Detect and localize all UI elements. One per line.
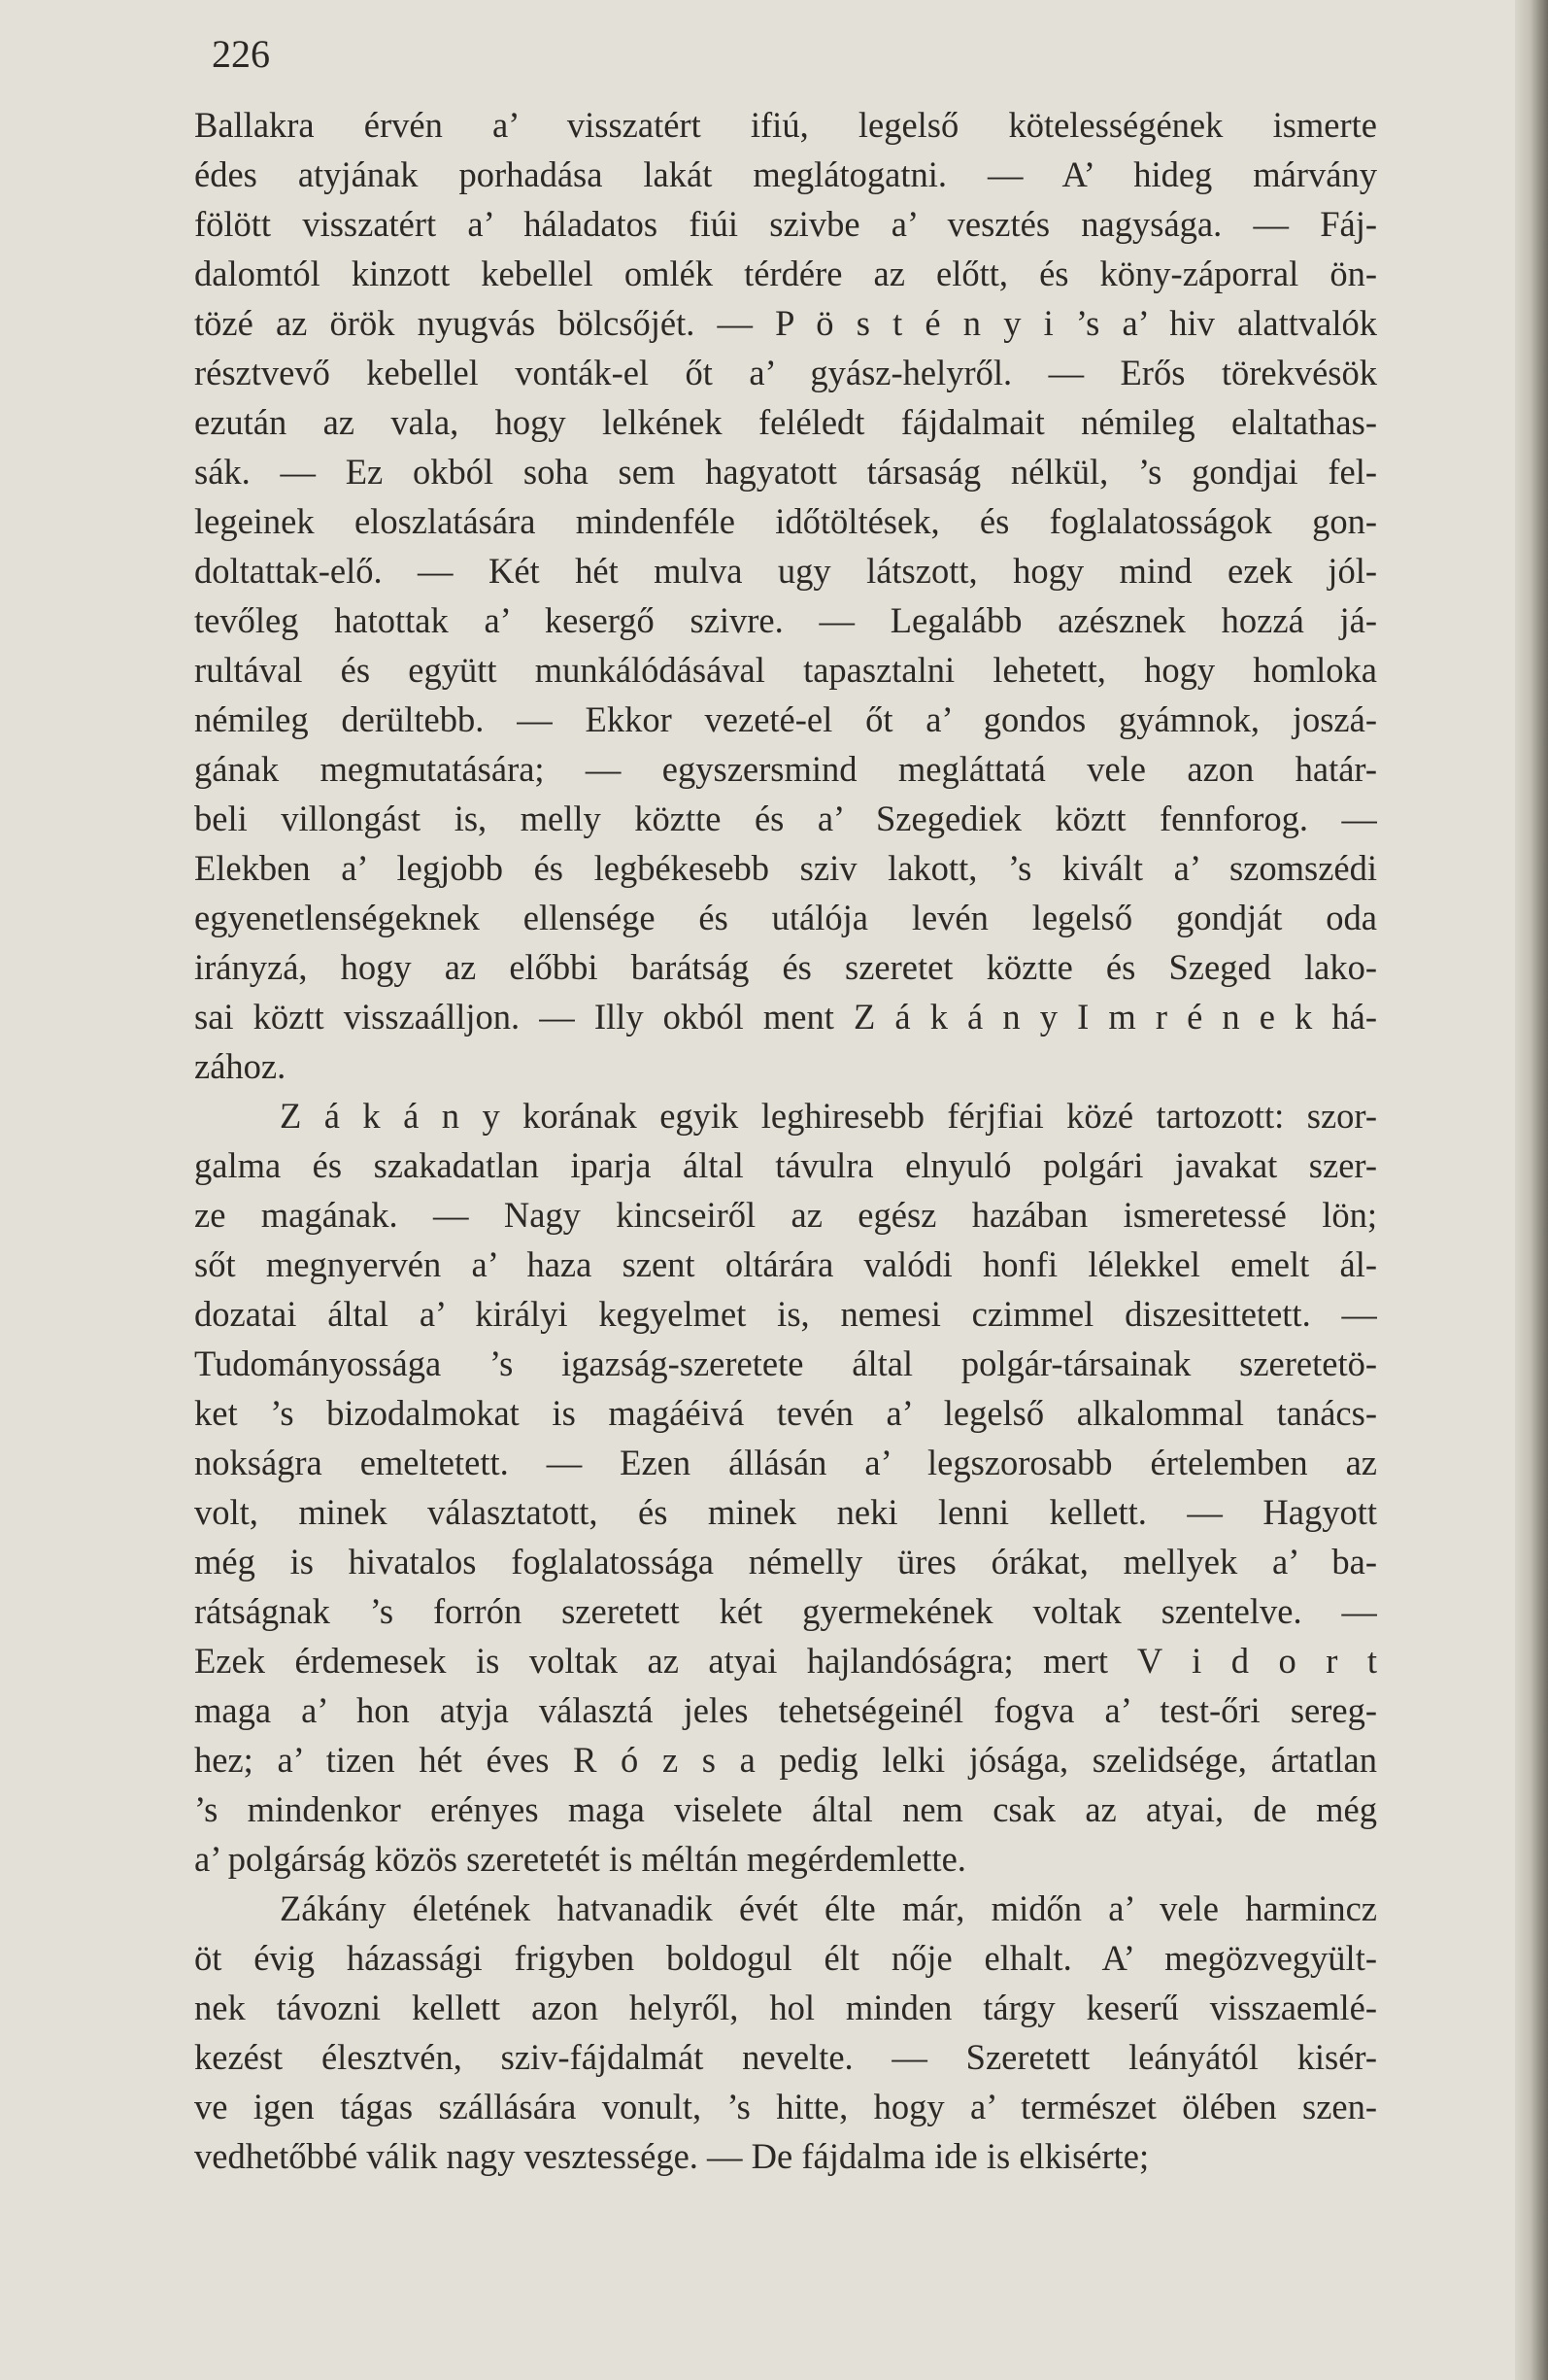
text-line: némileg derültebb. — Ekkor vezeté-el őt a’ gondos gyámnok, joszá- — [194, 699, 1377, 739]
text-line: sák. — Ez okból soha sem hagyatott társaság nélkül, ’s gondjai fel- — [194, 452, 1377, 492]
text-line: dalomtól kinzott kebellel omlék térdére az előtt, és köny-záporral ön- — [194, 254, 1377, 293]
text-line: ze magának. — Nagy kincseiről az egész hazában ismeretessé lön; — [194, 1195, 1377, 1235]
text-line: egyenetlenségeknek ellensége és utálója levén legelső gondját oda — [194, 898, 1377, 937]
text-line: tevőleg hatottak a’ kesergő szivre. — Legalább azésznek hozzá já- — [194, 600, 1377, 640]
paragraph — [194, 1884, 1377, 2181]
text-line: maga a’ hon atyja választá jeles tehetségeinél fogva a’ test-őri sereg- — [194, 1690, 1377, 1730]
text-line: ket ’s bizodalmokat is magáéivá tevén a’ legelső alkalommal tanács- — [194, 1393, 1377, 1433]
text-line: gának megmutatására; — egyszersmind megláttatá vele azon határ- — [194, 749, 1377, 789]
page-number: 226 — [212, 32, 270, 76]
text-line: sőt megnyervén a’ haza szent oltárára valódi honfi lélekkel emelt ál- — [194, 1244, 1377, 1284]
text-line: Tudományossága ’s igazság-szeretete által polgár-társainak szeretetö- — [194, 1343, 1377, 1383]
text-line: Ballakra érvén a’ visszatért ifiú, legelső kötelességének ismerte — [194, 105, 1377, 145]
paragraph — [194, 1091, 1377, 1884]
text-line: galma és szakadatlan iparja által távulra elnyuló polgári javakat szer- — [194, 1145, 1377, 1185]
text-line: beli villongást is, melly köztte és a’ Szegediek köztt fennforog. — — [194, 799, 1377, 838]
text-line: zához. — [194, 1046, 286, 1086]
text-line: Ezek érdemesek is voltak az atyai hajlandóságra; mert V i d o r t — [194, 1641, 1377, 1681]
text-line: öt évig házassági frigyben boldogul élt nője elhalt. A’ megözvegyült- — [194, 1938, 1377, 1978]
text-line: vedhetőbbé válik nagy vesztessége. — De fájdalma ide is elkisérte; — [194, 2136, 1150, 2176]
text-line: ezután az vala, hogy lelkének feléledt fájdalmait némileg elaltathas- — [194, 402, 1377, 442]
text-line: sai köztt visszaálljon. — Illy okból ment Z á k á n y I m r é n e k há- — [194, 997, 1377, 1037]
text-line: a’ polgárság közös szeretetét is méltán megérdemlette. — [194, 1839, 966, 1879]
text-line: még is hivatalos foglalatossága némelly üres órákat, mellyek a’ ba- — [194, 1542, 1377, 1581]
text-line: tözé az örök nyugvás bölcsőjét. — P ö s t é n y i ’s a’ hiv alattvalók — [194, 303, 1377, 343]
text-line: résztvevő kebellel vonták-el őt a’ gyász-helyről. — Erős törekvésök — [194, 353, 1377, 392]
paragraph — [194, 100, 1377, 1091]
page-edge-shadow — [1515, 0, 1548, 2380]
text-line: Z á k á n y korának egyik leghiresebb férjfiai közé tartozott: szor- — [280, 1096, 1377, 1136]
text-line: nokságra emeltetett. — Ezen állásán a’ legszorosabb értelemben az — [194, 1443, 1377, 1482]
text-line: irányzá, hogy az előbbi barátság és szeretet köztte és Szeged lako- — [194, 947, 1377, 987]
text-line: nek távozni kellett azon helyről, hol minden tárgy keserű visszaemlé- — [194, 1988, 1377, 2027]
body-text — [194, 100, 1377, 2181]
text-line: doltattak-elő. — Két hét mulva ugy látszott, hogy mind ezek jól- — [194, 551, 1377, 591]
text-line: fölött visszatért a’ háladatos fiúi szivbe a’ vesztés nagysága. — Fáj- — [194, 204, 1377, 244]
text-line: dozatai által a’ királyi kegyelmet is, nemesi czimmel diszesittetett. — — [194, 1294, 1377, 1334]
text-line: volt, minek választatott, és minek neki lenni kellett. — Hagyott — [194, 1492, 1377, 1532]
text-line: ’s mindenkor erényes maga viselete által nem csak az atyai, de még — [194, 1789, 1377, 1829]
text-line: legeinek eloszlatására mindenféle időtöltések, és foglalatosságok gon- — [194, 501, 1377, 541]
text-line: Elekben a’ legjobb és legbékesebb sziv lakott, ’s kivált a’ szomszédi — [194, 848, 1377, 888]
text-line: édes atyjának porhadása lakát meglátogatni. — A’ hideg márvány — [194, 154, 1377, 194]
text-line: ve igen tágas szállására vonult, ’s hitte, hogy a’ természet ölében szen- — [194, 2087, 1377, 2126]
text-line: Zákány életének hatvanadik évét élte már, midőn a’ vele harmincz — [280, 1888, 1377, 1928]
text-line: rultával és együtt munkálódásával tapasztalni lehetett, hogy homloka — [194, 650, 1377, 690]
text-line: rátságnak ’s forrón szeretett két gyermekének voltak szentelve. — — [194, 1591, 1377, 1631]
text-line: kezést élesztvén, sziv-fájdalmát nevelte. — Szeretett leányától kisér- — [194, 2037, 1377, 2077]
text-line: hez; a’ tizen hét éves R ó z s a pedig lelki jósága, szelidsége, ártatlan — [194, 1740, 1377, 1780]
